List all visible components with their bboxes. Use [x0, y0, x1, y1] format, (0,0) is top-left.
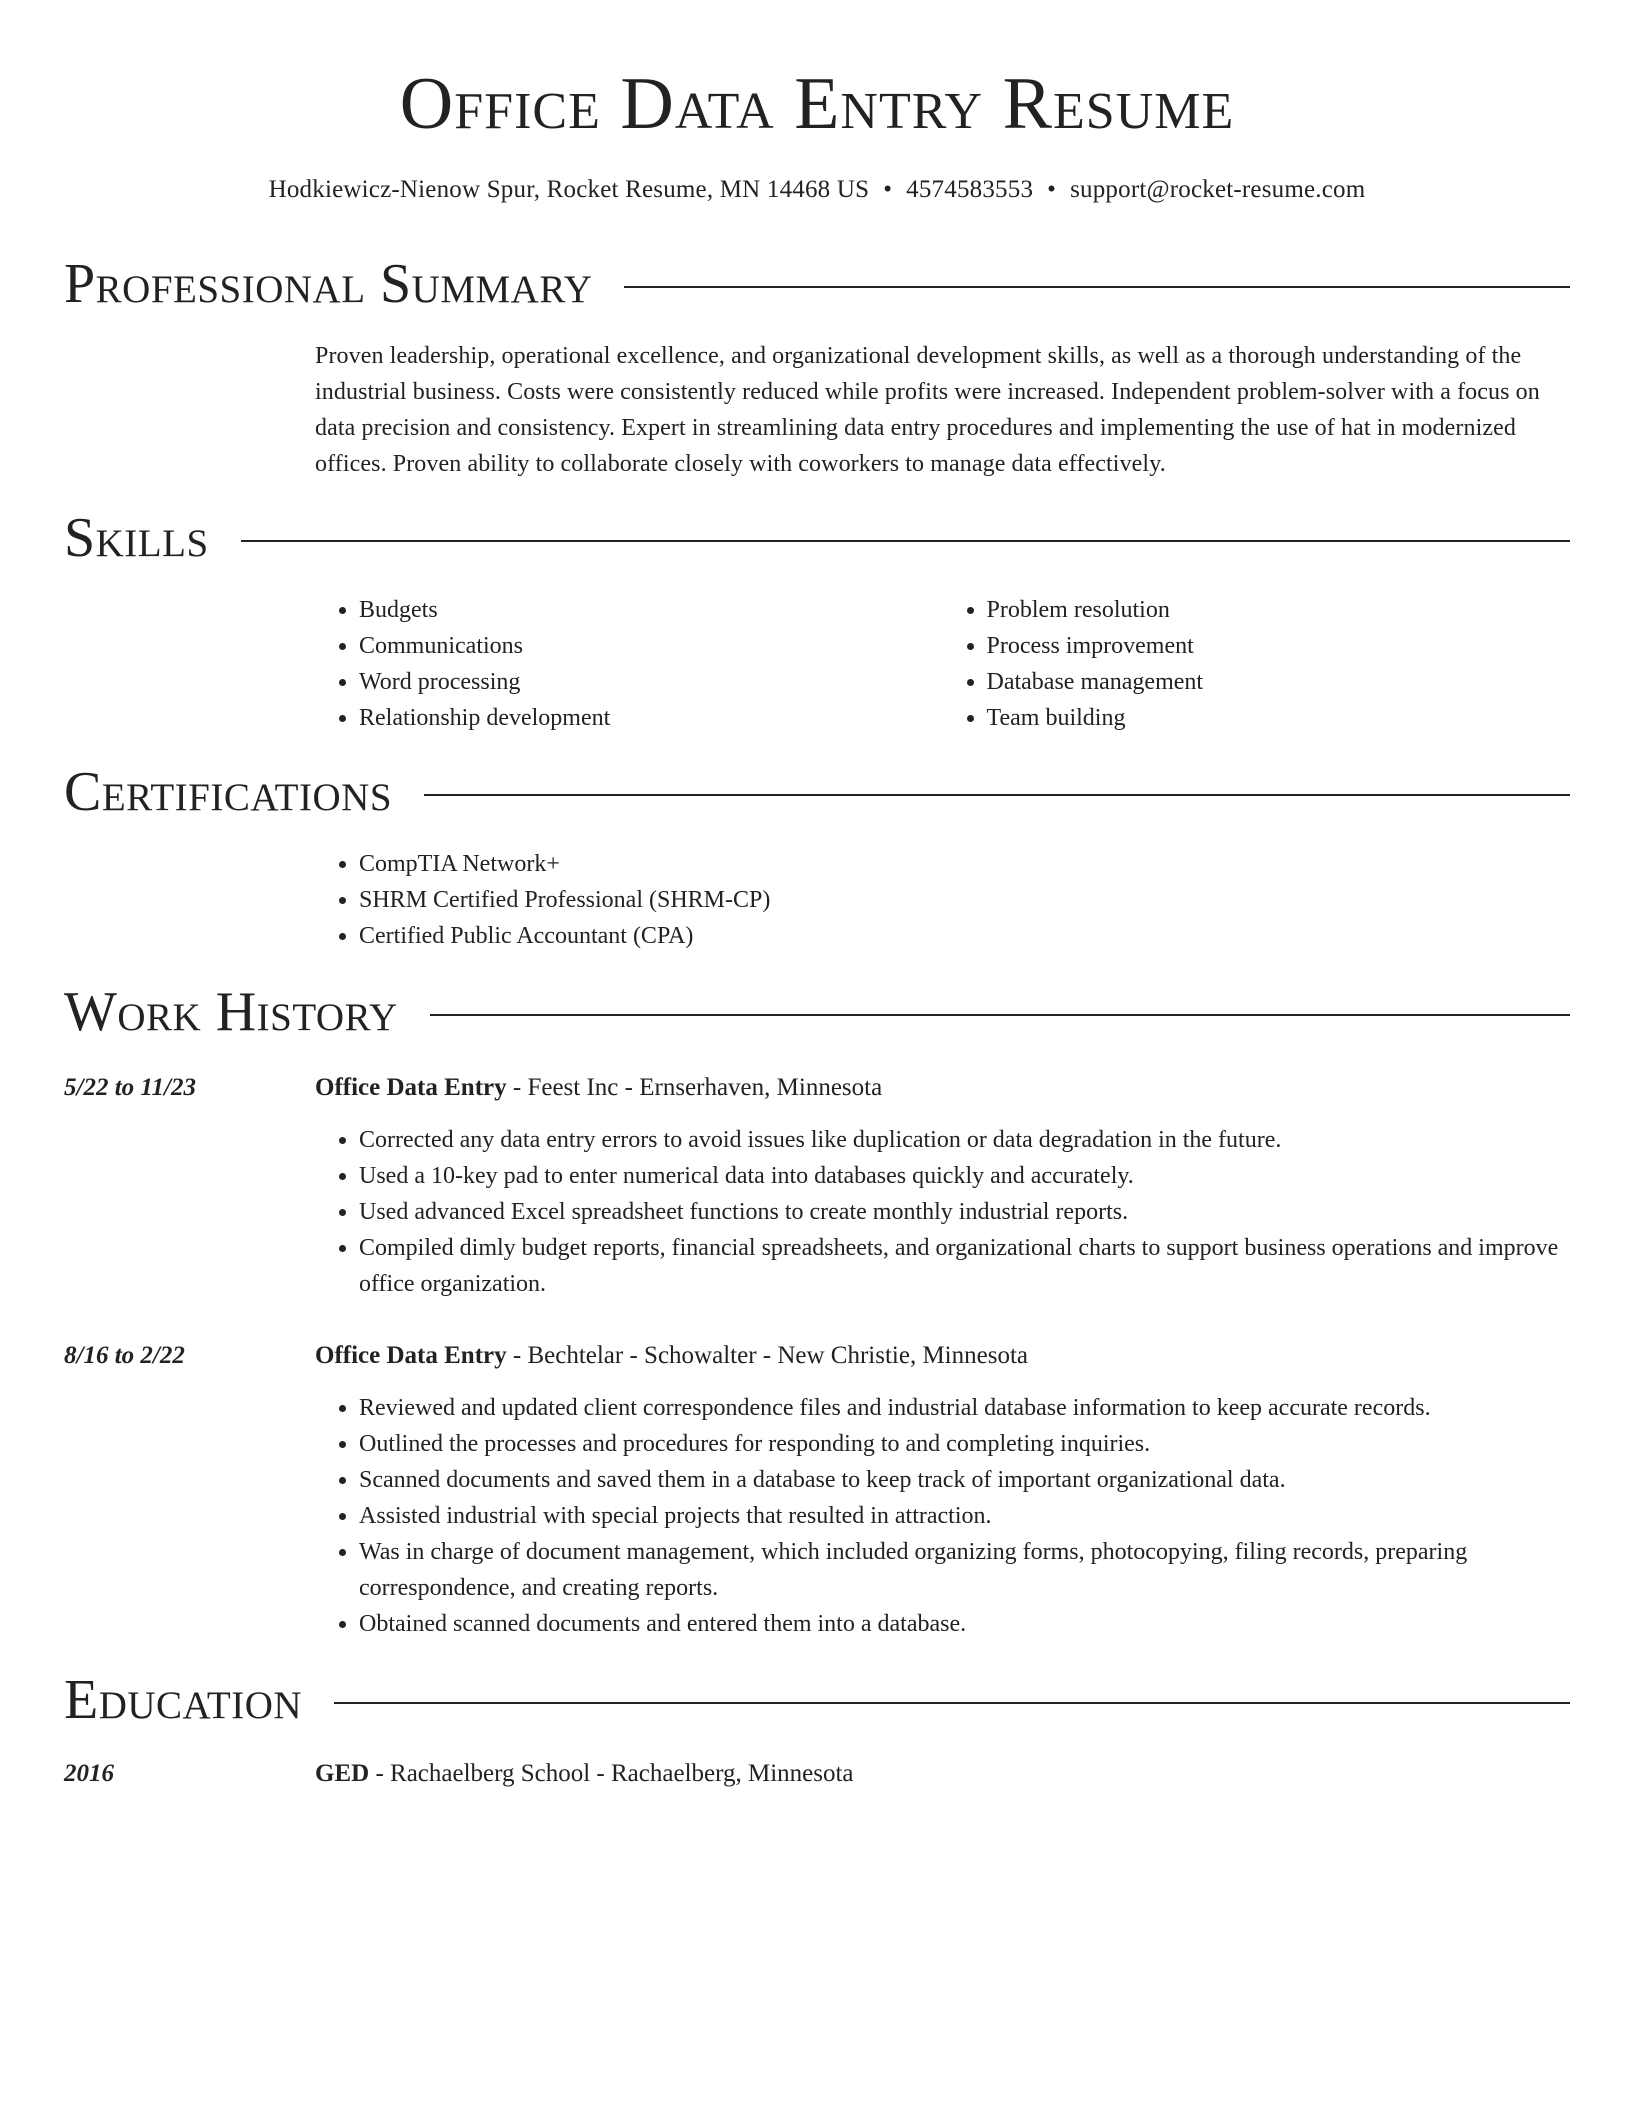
list-item: • Relationship development	[359, 700, 943, 736]
skills-list-right	[943, 592, 1571, 736]
list-item: • Communications	[359, 628, 943, 664]
list-item: • Word processing	[359, 664, 943, 700]
section-divider	[624, 286, 1570, 288]
list-item: • CompTIA Network+	[359, 846, 1570, 882]
job-role: Office Data Entry	[315, 1342, 507, 1369]
job-dates: 8/16 to 2/22	[64, 1342, 185, 1369]
list-item: • Scanned documents and saved them in a database to keep track of important organizational data.	[359, 1462, 1570, 1498]
job-details: - Bechtelar - Schowalter - New Christie, Minnesota	[506, 1342, 1028, 1369]
certifications-block	[315, 846, 1570, 954]
list-item: • Team building	[987, 700, 1571, 736]
list-item: • Was in charge of document management, which included organizing forms, photocopying, filing records, preparing correspondence, and creating reports.	[359, 1534, 1570, 1606]
skills-block	[315, 592, 1570, 736]
section-header-education	[64, 1668, 1570, 1732]
job-bullets-block	[315, 1390, 1570, 1642]
section-header-summary	[64, 252, 1570, 316]
skills-list-left	[315, 592, 943, 736]
certifications-list	[315, 846, 1570, 954]
separator-dot: •	[883, 176, 893, 203]
section-divider	[334, 1702, 1570, 1704]
resume-title: Office Data Entry Resume	[399, 63, 1235, 145]
list-item: • Used a 10-key pad to enter numerical data into databases quickly and accurately.	[359, 1158, 1570, 1194]
summary-text: Proven leadership, operational excellence, and organizational development skills, as well as a thorough understanding of the industrial business. Costs were consistently reduced while profits were increased. Independent problem-solver with a focus on data precision and consistency. Expert in streamlining data entry procedures and implementing the use of hat in modernized offices. Proven ability to collaborate closely with coworkers to manage data effectively.	[315, 343, 1540, 477]
phone: 4574583553	[906, 176, 1034, 203]
section-title: Skills	[64, 507, 209, 569]
section-title: Work History	[64, 981, 398, 1043]
job-dates: 5/22 to 11/23	[64, 1074, 196, 1101]
section-title: Education	[64, 1669, 303, 1731]
section-header-skills	[64, 506, 1570, 570]
job-bullets-block	[315, 1122, 1570, 1302]
job-details: - Feest Inc - Ernserhaven, Minnesota	[506, 1074, 883, 1101]
section-title: Certifications	[64, 761, 393, 823]
list-item: • Problem resolution	[987, 592, 1571, 628]
section-header-certifications	[64, 760, 1570, 824]
job-title-line	[315, 1338, 1570, 1374]
list-item: • Corrected any data entry errors to avoid issues like duplication or data degradation in the future.	[359, 1122, 1570, 1158]
job-title-line	[315, 1070, 1570, 1106]
list-item: • SHRM Certified Professional (SHRM-CP)	[359, 882, 1570, 918]
section-divider	[241, 540, 1570, 542]
resume-page	[64, 0, 1570, 1787]
email: support@rocket-resume.com	[1070, 176, 1366, 203]
list-item: • Obtained scanned documents and entered them into a database.	[359, 1606, 1570, 1642]
education-year: 2016	[64, 1760, 114, 1787]
contact-line	[64, 174, 1570, 206]
summary-block	[315, 338, 1570, 482]
job-role: Office Data Entry	[315, 1074, 507, 1101]
list-item: • Assisted industrial with special projects that resulted in attraction.	[359, 1498, 1570, 1534]
job-bullets	[315, 1122, 1570, 1302]
list-item: • Certified Public Accountant (CPA)	[359, 918, 1570, 954]
section-title: Professional Summary	[64, 253, 593, 315]
section-header-work-history	[64, 980, 1570, 1044]
list-item: • Reviewed and updated client correspondence files and industrial database information to keep accurate records.	[359, 1390, 1570, 1426]
education-line	[315, 1756, 1570, 1792]
list-item: • Budgets	[359, 592, 943, 628]
job-bullets	[315, 1390, 1570, 1642]
list-item: • Database management	[987, 664, 1571, 700]
list-item: • Used advanced Excel spreadsheet functions to create monthly industrial reports.	[359, 1194, 1570, 1230]
list-item: • Compiled dimly budget reports, financial spreadsheets, and organizational charts to support business operations and improve office organization.	[359, 1230, 1570, 1302]
address: Hodkiewicz-Nienow Spur, Rocket Resume, MN 14468 US	[268, 176, 870, 203]
separator-dot: •	[1047, 176, 1057, 203]
skills-grid	[315, 592, 1570, 736]
education-details: - Rachaelberg School - Rachaelberg, Minnesota	[369, 1760, 854, 1787]
section-divider	[430, 1014, 1570, 1016]
list-item: • Outlined the processes and procedures for responding to and completing inquiries.	[359, 1426, 1570, 1462]
section-divider	[424, 794, 1570, 796]
list-item: • Process improvement	[987, 628, 1571, 664]
education-degree: GED	[315, 1760, 370, 1787]
